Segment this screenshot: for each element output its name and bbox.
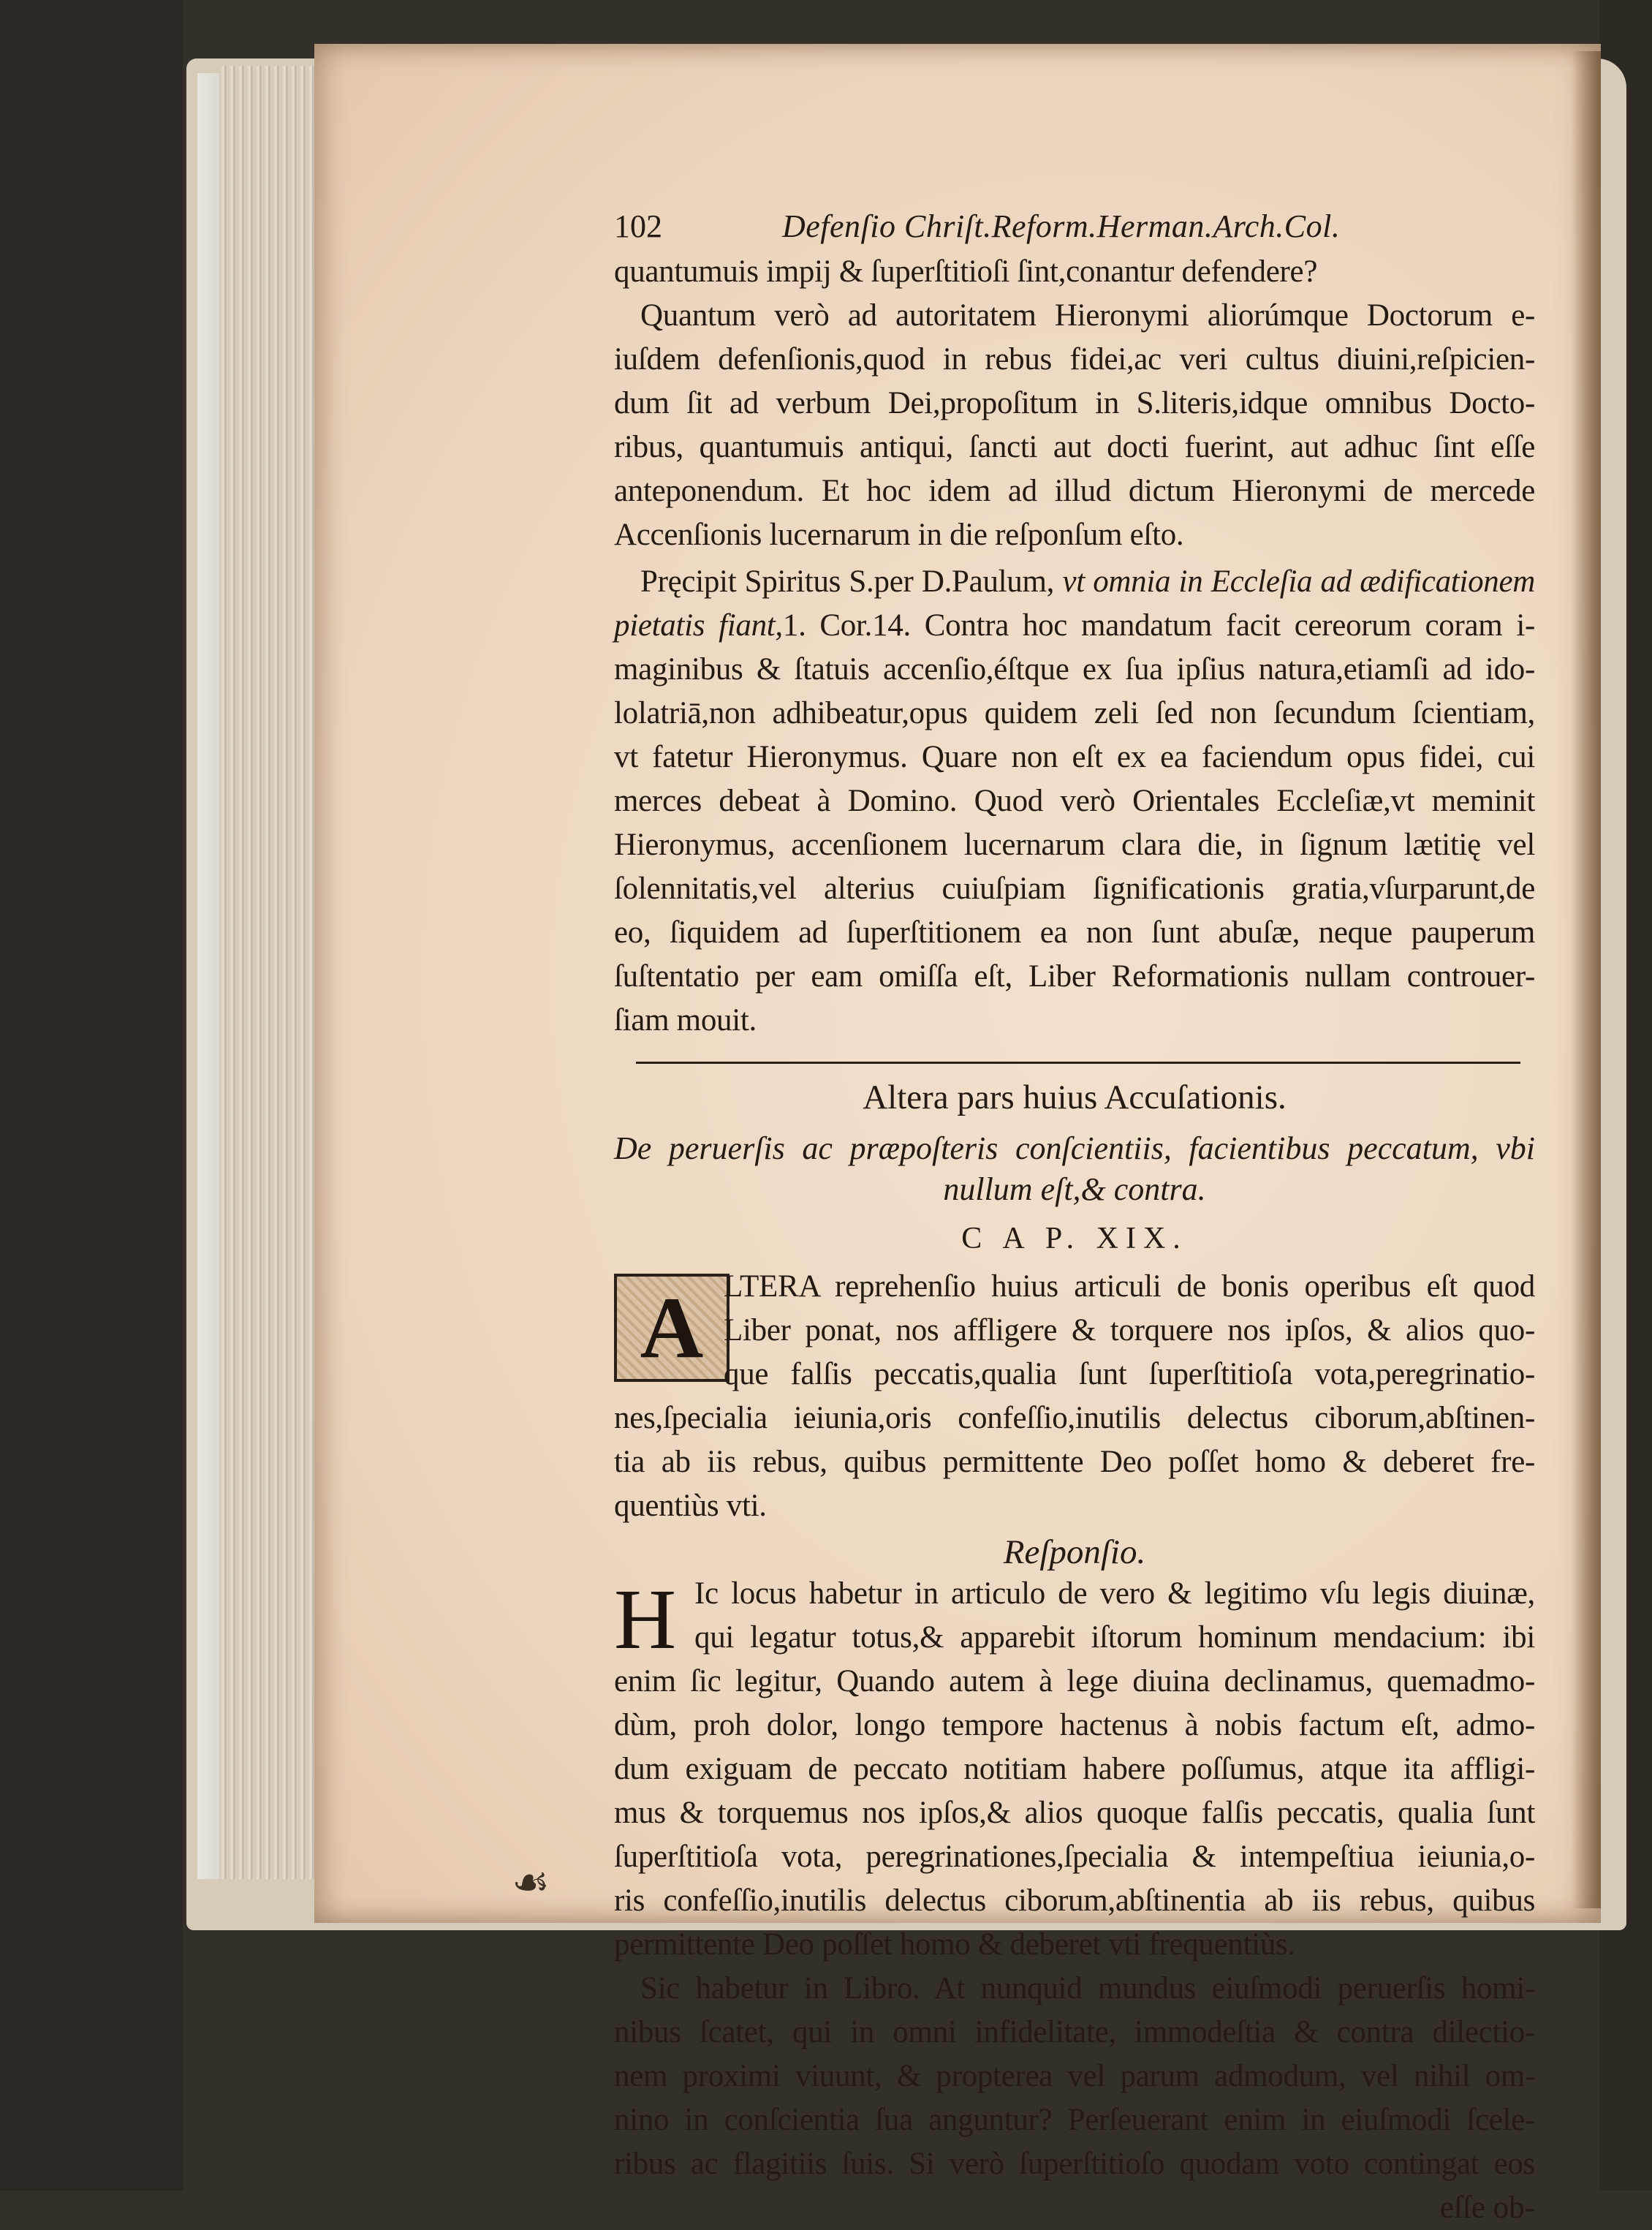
text-line: vt fatetur Hieronymus. Quare non eſt ex ea faciendum opus fidei, cui xyxy=(614,740,1535,774)
text-line: Accenſionis lucernarum in die reſponſum eſto. xyxy=(614,518,1184,552)
text-line: tia ab iis rebus, quibus permittente Deo poſſet homo & deberet fre- xyxy=(614,1445,1535,1479)
italic-text: pietatis fiant, xyxy=(614,608,783,643)
text-line: nino in conſcientia ſua anguntur? Perſeuerant enim in eiuſmodi ſcele- xyxy=(614,2103,1535,2137)
text-line: eo, ſiquidem ad ſuperſtitionem ea non ſunt abuſæ, neque pauperum xyxy=(614,915,1535,950)
section-subtitle: nullum eſt,& contra. xyxy=(943,1171,1206,1207)
text-line: quentiùs vti. xyxy=(614,1489,767,1523)
text-line: ſuſtentatio per eam omiſſa eſt, Liber Reformationis nullam controuer- xyxy=(614,959,1535,994)
text-line: Sic habetur in Libro. At nunquid mundus eiuſmodi peruerſis homi- xyxy=(640,1971,1535,2006)
drop-cap-letter: A xyxy=(640,1279,704,1376)
text-line: lolatriā,non adhibeatur,opus quidem zeli ſed non ſecundum ſcientiam, xyxy=(614,696,1535,730)
text-line: enim ſic legitur, Quando autem à lege diuina declinamus, quemadmo- xyxy=(614,1664,1535,1698)
roman-text: 1. Cor.14. Contra hoc mandatum facit cereorum coram i- xyxy=(782,608,1535,643)
text-line: qui legatur totus,& apparebit iſtorum hominum mendacium: ibi xyxy=(694,1620,1535,1655)
text-line: dum exiguam de peccato notitiam habere poſſumus, atque ita affligi- xyxy=(614,1752,1535,1786)
text-line: ribus, quantumuis antiqui, ſancti aut docti fuerint, aut adhuc ſint eſſe xyxy=(614,430,1535,464)
text-line: anteponendum. Et hoc idem ad illud dictum Hieronymi de mercede xyxy=(614,474,1535,508)
running-head: Defenſio Chriſt.Reform.Herman.Arch.Col. xyxy=(782,208,1341,244)
background-left xyxy=(0,0,183,2191)
text-line: ſuperſtitioſa vota, peregrinationes,ſpecialia & intempeſtiua ieiunia,o- xyxy=(614,1840,1535,1874)
section-divider xyxy=(636,1062,1520,1064)
section-subtitle: De peruerſis ac præpoſteris conſcientiis, facientibus peccatum, vbi xyxy=(614,1130,1535,1166)
page-header xyxy=(614,205,1535,256)
drop-cap-letter: H xyxy=(614,1571,677,1667)
text-line: Hieronymus, accenſionem lucernarum clara die, in ſignum lætitię vel xyxy=(614,828,1535,862)
text-line: nibus ſcatet, qui in omni infidelitate, immodeſtia & contra dilectio- xyxy=(614,2015,1535,2049)
text-line: que falſis peccatis,qualia ſunt ſuperſtitioſa vota,peregrinatio- xyxy=(724,1357,1535,1391)
responsio-label: Reſponſio. xyxy=(1003,1533,1146,1571)
text-line xyxy=(640,560,1535,604)
margin-ink-mark: ☙ xyxy=(512,1859,550,1906)
text-line: ribus ac flagitiis ſuis. Si verò ſuperſtitioſo quodam voto contingat eos xyxy=(614,2147,1535,2181)
text-line: maginibus & ſtatuis accenſio,éſtque ex ſua ipſius natura,etiamſi ad ido- xyxy=(614,652,1535,687)
text-line: dum ſit ad verbum Dei,propoſitum in S.literis,idque omnibus Docto- xyxy=(614,386,1535,420)
catchword: eſſe ob- xyxy=(1439,2191,1535,2225)
roman-text: Pręcipit Spiritus S.per D.Paulum, xyxy=(640,564,1055,599)
text-line: nes,ſpecialia ieiunia,oris confeſſio,inutilis delectus ciborum,abſtinen- xyxy=(614,1401,1535,1435)
text-line: dùm, proh dolor, longo tempore hactenus à nobis factum eſt, admo- xyxy=(614,1708,1535,1742)
text-line: nem proximi viuunt, & propterea vel parum admodum, vel nihil om- xyxy=(614,2059,1535,2093)
text-line: mus & torquemus nos ipſos,& alios quoque falſis peccatis, qualia ſunt xyxy=(614,1796,1535,1830)
chapter-number: C A P. XIX. xyxy=(961,1222,1188,1255)
text-line: ris confeſſio,inutilis delectus ciborum,abſtinentia ab iis rebus, quibus xyxy=(614,1883,1535,1918)
italic-text: vt omnia in Eccleſia ad ædificationem xyxy=(1062,564,1536,599)
text-line: permittente Deo poſſet homo & deberet vti frequentiùs. xyxy=(614,1927,1295,1962)
text-line: LTERA reprehenſio huius articuli de bonis operibus eſt quod xyxy=(724,1269,1535,1304)
text-line: ſiam mouit. xyxy=(614,1003,757,1037)
text-line: iuſdem defenſionis,quod in rebus fidei,ac veri cultus diuini,reſpicien- xyxy=(614,342,1535,377)
gutter-shadow xyxy=(1572,51,1601,1908)
text-line: Ic locus habetur in articulo de vero & legitimo vſu legis diuinæ, xyxy=(694,1576,1535,1611)
page-number: 102 xyxy=(614,208,662,244)
section-heading: Altera pars huius Accuſationis. xyxy=(863,1078,1287,1116)
text-line: quantumuis impij & ſuperſtitioſi ſint,conantur defendere? xyxy=(614,254,1318,289)
text-line: merces debeat à Domino. Quod verò Orientales Eccleſiæ,vt meminit xyxy=(614,784,1535,818)
decorated-initial xyxy=(614,1274,730,1382)
text-line: Liber ponat, nos affligere & torquere nos ipſos, & alios quo- xyxy=(724,1313,1535,1348)
text-line xyxy=(614,604,1535,648)
text-line: ſolennitatis,vel alterius cuiuſpiam ſignificationis gratia,vſurparunt,de xyxy=(614,872,1535,906)
text-line: Quantum verò ad autoritatem Hieronymi aliorúmque Doctorum e- xyxy=(640,298,1535,333)
page-edges xyxy=(219,66,314,1879)
